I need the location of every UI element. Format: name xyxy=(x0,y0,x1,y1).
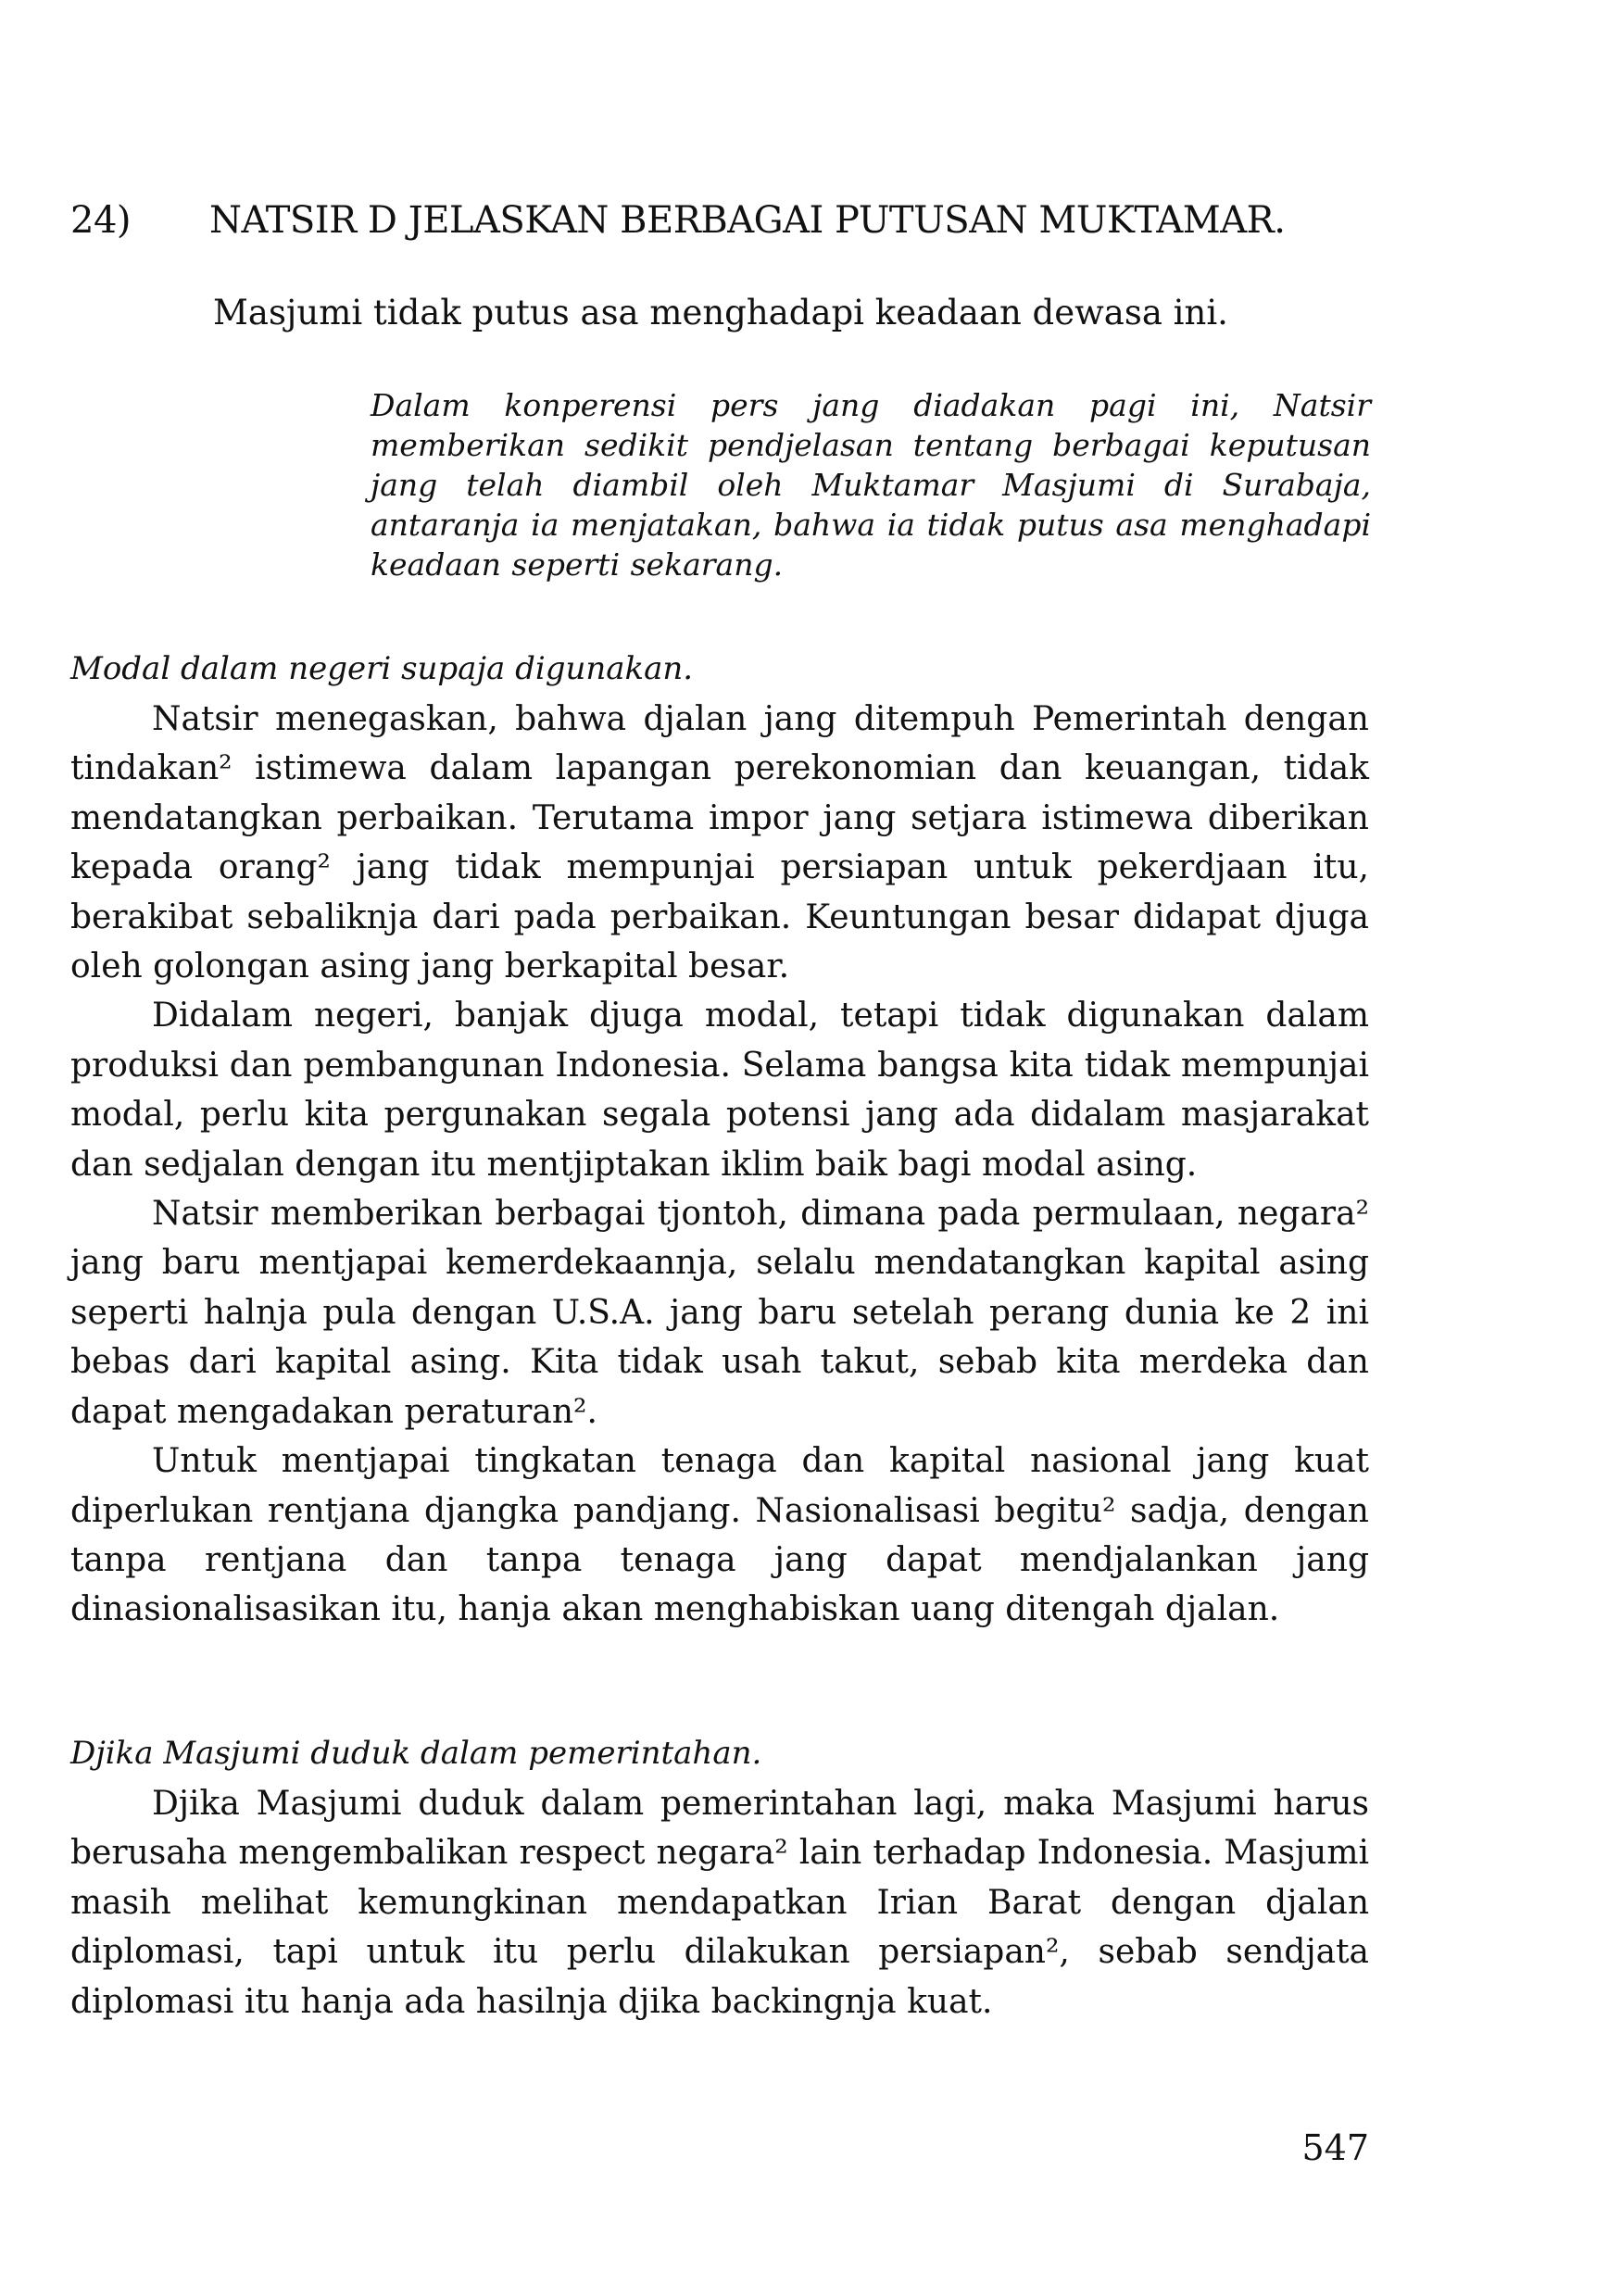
section-title: Modal dalam negeri supaja digunakan. xyxy=(70,650,694,687)
article-subheading: Masjumi tidak putus asa menghadapi keadaan dewasa ini. xyxy=(213,293,1228,332)
body-paragraph: Untuk mentjapai tingkatan tenaga dan kapital nasional jang kuat diperlukan rentjana djangka pandjang. Nasionalisasi begitu² sadja, dengan tanpa rentjana dan tanpa tenaga jang dapat mendjalankan jang dinasionalisasikan itu, hanja akan menghabiskan uang ditengah djalan. xyxy=(70,1442,1369,1629)
section-body xyxy=(70,695,1369,1635)
section-title: Djika Masjumi duduk dalam pemerintahan. xyxy=(70,1735,762,1772)
page-number: 547 xyxy=(1301,2127,1369,2168)
article-number: 24) xyxy=(70,199,132,242)
section-body xyxy=(70,1779,1369,2026)
article-title: NATSIR D JELASKAN BERBAGAI PUTUSAN MUKTAMAR. xyxy=(209,199,1286,242)
intro-paragraph: Dalam konperensi pers jang diadakan pagi ini, Natsir memberikan sedikit pendjelasan tentang berbagai keputusan jang telah diambil oleh Muktamar Masjumi di Surabaja, antaranja ia menjatakan, bahwa ia tidak putus asa menghadapi keadaan seperti sekarang. xyxy=(371,387,1371,583)
article-heading xyxy=(70,193,1367,248)
body-paragraph: Natsir memberikan berbagai tjontoh, dimana pada permulaan, negara² jang baru mentjapai kemerdekaannja, selalu mendatangkan kapital asing seperti halnja pula dengan U.S.A. jang baru setelah perang dunia ke 2 ini bebas dari kapital asing. Kita tidak usah takut, sebab kita merdeka dan dapat mengadakan peraturan². xyxy=(70,1195,1369,1431)
body-paragraph: Natsir menegaskan, bahwa djalan jang ditempuh Pemerintah dengan tindakan² istimewa dalam lapangan perekonomian dan keuangan, tidak mendatangkan perbaikan. Terutama impor jang setjara istimewa diberikan kepada orang² jang tidak mempunjai persiapan untuk pekerdjaan itu, berakibat sebaliknja dari pada perbaikan. Keuntungan besar didapat djuga oleh golongan asing jang berkapital besar. xyxy=(70,700,1369,986)
body-paragraph: Didalam negeri, banjak djuga modal, tetapi tidak digunakan dalam produksi dan pembangunan Indonesia. Selama bangsa kita tidak mempunjai modal, perlu kita pergunakan segala potensi jang ada didalam masjarakat dan sedjalan dengan itu mentjiptakan iklim baik bagi modal asing. xyxy=(70,997,1369,1184)
body-paragraph: Djika Masjumi duduk dalam pemerintahan lagi, maka Masjumi harus berusaha mengembalikan respect negara² lain terhadap Indonesia. Masjumi masih melihat kemungkinan mendapatkan Irian Barat dengan djalan diplomasi, tapi untuk itu perlu dilakukan persiapan², sebab sendjata diplomasi itu hanja ada hasilnja djika backingnja kuat. xyxy=(70,1785,1369,2021)
